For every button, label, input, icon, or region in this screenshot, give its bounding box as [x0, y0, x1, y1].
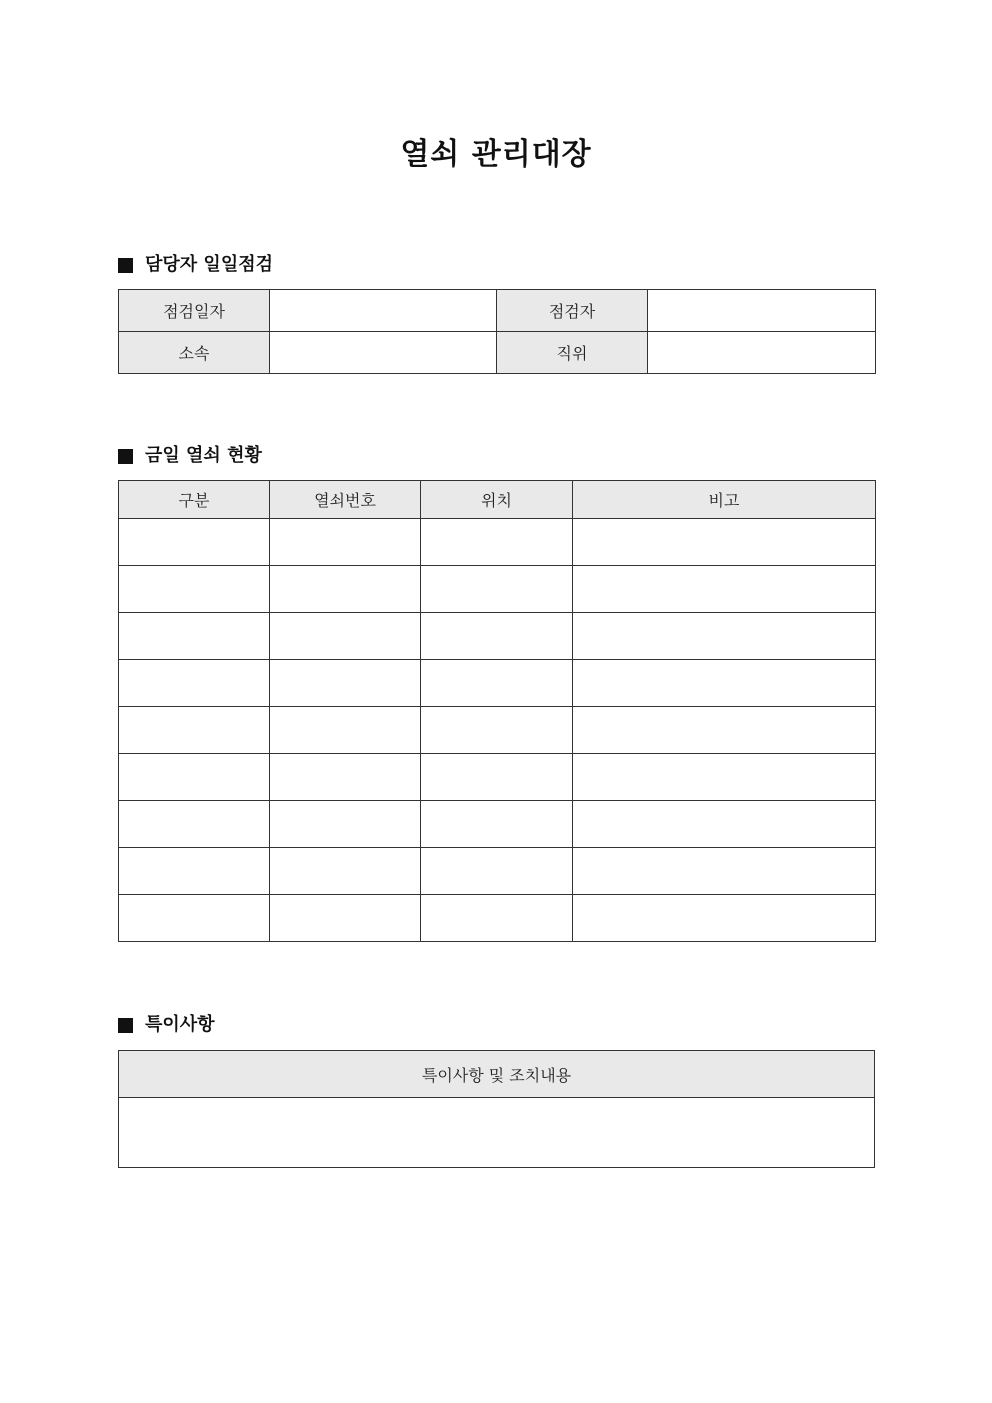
cell-remarks[interactable]: [573, 707, 876, 754]
cell-remarks[interactable]: [573, 519, 876, 566]
table-row: [119, 660, 876, 707]
cell-remarks[interactable]: [573, 660, 876, 707]
key-status-table: [118, 480, 876, 942]
cell-location[interactable]: [421, 848, 573, 895]
cell-key-number[interactable]: [270, 848, 421, 895]
cell-remarks[interactable]: [573, 848, 876, 895]
cell-key-number[interactable]: [270, 707, 421, 754]
cell-location[interactable]: [421, 754, 573, 801]
position-field[interactable]: [648, 332, 876, 374]
column-header-notes: 특이사항 및 조치내용: [119, 1051, 875, 1098]
section-heading-inspection: [118, 253, 273, 277]
label-position: 직위: [497, 332, 648, 374]
cell-category[interactable]: [119, 519, 270, 566]
cell-location[interactable]: [421, 801, 573, 848]
column-header-category: 구분: [119, 481, 270, 519]
cell-category[interactable]: [119, 895, 270, 942]
section-heading-text: 금일 열쇠 현황: [145, 445, 262, 466]
cell-category[interactable]: [119, 848, 270, 895]
label-department: 소속: [119, 332, 270, 374]
cell-key-number[interactable]: [270, 801, 421, 848]
cell-location[interactable]: [421, 519, 573, 566]
table-row: [119, 613, 876, 660]
cell-category[interactable]: [119, 660, 270, 707]
table-row: [119, 707, 876, 754]
section-heading-text: 특이사항: [145, 1014, 215, 1035]
square-bullet-icon: [118, 258, 133, 273]
square-bullet-icon: [118, 449, 133, 464]
table-row: [119, 1098, 875, 1168]
inspection-table: [118, 289, 876, 374]
table-row: [119, 848, 876, 895]
cell-remarks[interactable]: [573, 613, 876, 660]
cell-location[interactable]: [421, 707, 573, 754]
table-row: [119, 566, 876, 613]
table-header-row: [119, 481, 876, 519]
label-inspection-date: 점검일자: [119, 290, 270, 332]
cell-key-number[interactable]: [270, 895, 421, 942]
cell-key-number[interactable]: [270, 754, 421, 801]
section-heading-notes: [118, 1013, 215, 1037]
inspection-date-field[interactable]: [270, 290, 497, 332]
table-row: [119, 519, 876, 566]
cell-key-number[interactable]: [270, 613, 421, 660]
cell-remarks[interactable]: [573, 801, 876, 848]
cell-remarks[interactable]: [573, 754, 876, 801]
inspector-field[interactable]: [648, 290, 876, 332]
label-inspector: 점검자: [497, 290, 648, 332]
notes-table: [118, 1050, 875, 1168]
table-header-row: [119, 1051, 875, 1098]
section-heading-key-status: [118, 444, 262, 468]
department-field[interactable]: [270, 332, 497, 374]
page-title: 열쇠 관리대장: [400, 137, 592, 172]
table-row: [119, 801, 876, 848]
cell-key-number[interactable]: [270, 566, 421, 613]
cell-category[interactable]: [119, 754, 270, 801]
column-header-location: 위치: [421, 481, 573, 519]
table-row: [119, 332, 876, 374]
column-header-remarks: 비고: [573, 481, 876, 519]
cell-location[interactable]: [421, 895, 573, 942]
table-row: [119, 754, 876, 801]
cell-category[interactable]: [119, 566, 270, 613]
cell-remarks[interactable]: [573, 895, 876, 942]
cell-category[interactable]: [119, 613, 270, 660]
square-bullet-icon: [118, 1018, 133, 1033]
cell-location[interactable]: [421, 660, 573, 707]
table-row: [119, 290, 876, 332]
section-heading-text: 담당자 일일점검: [145, 254, 273, 275]
cell-category[interactable]: [119, 801, 270, 848]
cell-key-number[interactable]: [270, 519, 421, 566]
notes-content-field[interactable]: [119, 1098, 875, 1168]
table-row: [119, 895, 876, 942]
cell-location[interactable]: [421, 613, 573, 660]
column-header-key-number: 열쇠번호: [270, 481, 421, 519]
cell-remarks[interactable]: [573, 566, 876, 613]
cell-location[interactable]: [421, 566, 573, 613]
cell-key-number[interactable]: [270, 660, 421, 707]
cell-category[interactable]: [119, 707, 270, 754]
